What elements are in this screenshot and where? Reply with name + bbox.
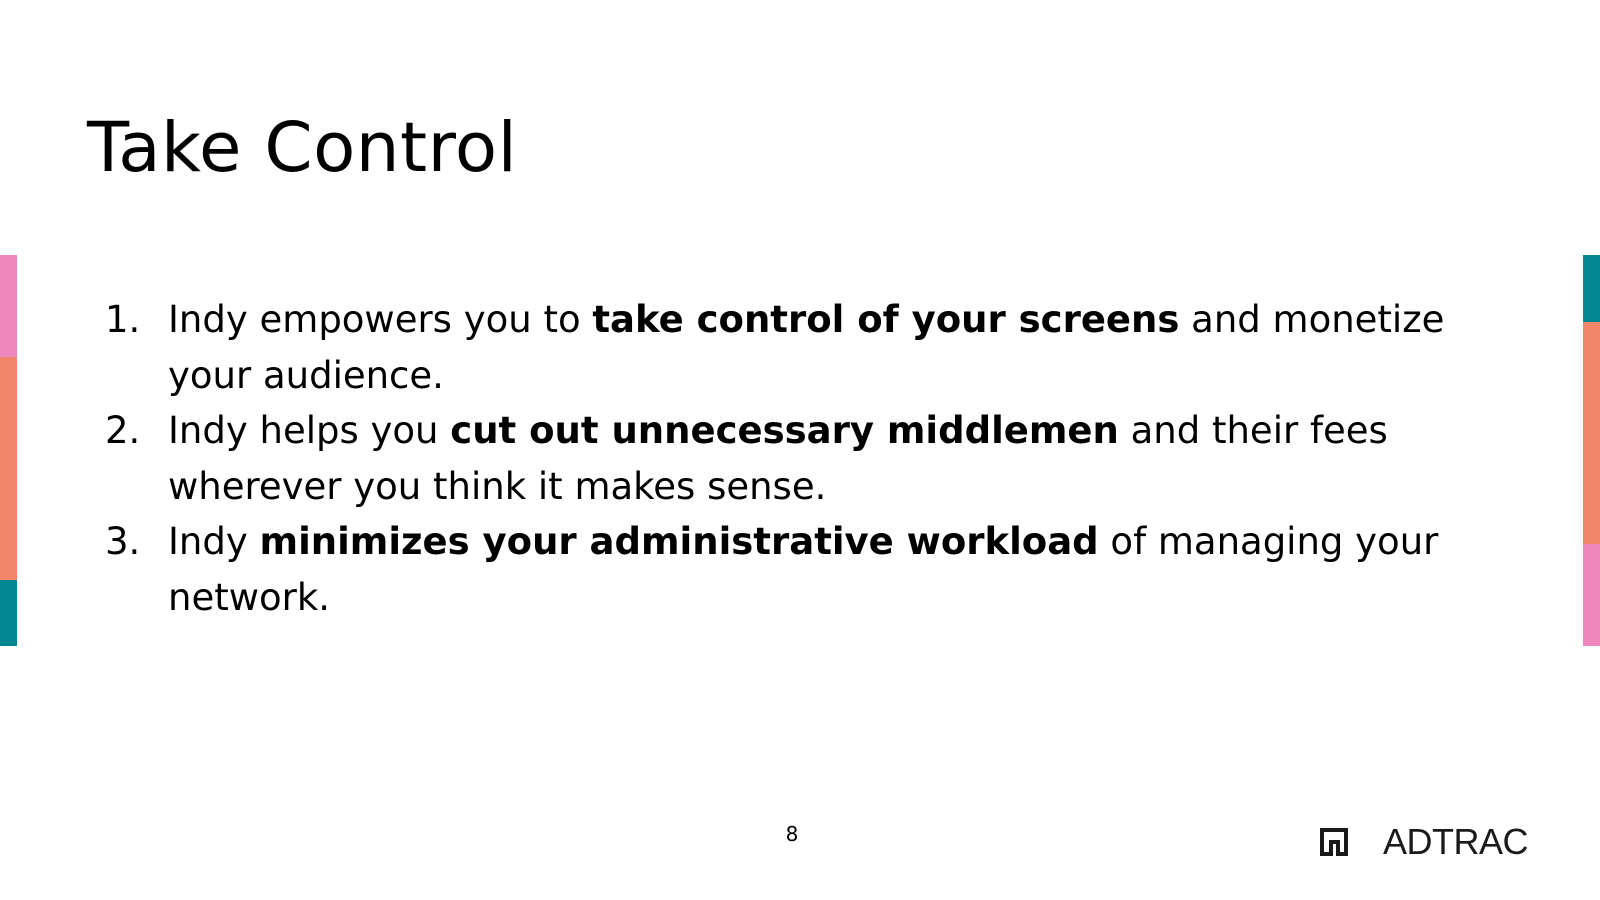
right-color-bar — [1583, 255, 1600, 646]
list-item-text-pre: Indy helps you — [168, 409, 451, 452]
adtrac-logo-icon — [1319, 827, 1349, 857]
slide-title: Take Control — [87, 108, 518, 188]
left-bar-teal-segment — [0, 580, 17, 646]
list-item-text-pre: Indy — [168, 520, 260, 563]
left-bar-coral-segment — [0, 357, 17, 580]
right-bar-teal-segment — [1583, 255, 1600, 322]
list-item-number: 3. — [105, 520, 141, 563]
list-item — [105, 403, 1505, 514]
logo-text: ADTRAC — [1383, 821, 1529, 862]
list-item-number: 2. — [105, 409, 141, 452]
left-bar-pink-segment — [0, 255, 17, 357]
list-item-text-pre: Indy empowers you to — [168, 298, 593, 341]
list-item-text-bold: minimizes your administrative workload — [259, 520, 1099, 563]
page-number: 8 — [785, 822, 799, 846]
numbered-list — [105, 292, 1505, 625]
list-item-text-bold: cut out unnecessary middlemen — [450, 409, 1119, 452]
right-bar-coral-segment — [1583, 322, 1600, 544]
right-bar-pink-segment — [1583, 544, 1600, 646]
list-item — [105, 514, 1505, 625]
list-item-text-post: and monetize your audience. — [168, 298, 1445, 397]
left-color-bar — [0, 255, 17, 646]
list-item-text-post: of managing your network. — [168, 520, 1439, 619]
adtrac-logo — [1319, 821, 1529, 862]
list-item — [105, 292, 1505, 403]
list-item-text-post: and their fees wherever you think it makes sense. — [168, 409, 1388, 508]
list-item-text-bold: take control of your screens — [592, 298, 1180, 341]
list-item-number: 1. — [105, 298, 141, 341]
